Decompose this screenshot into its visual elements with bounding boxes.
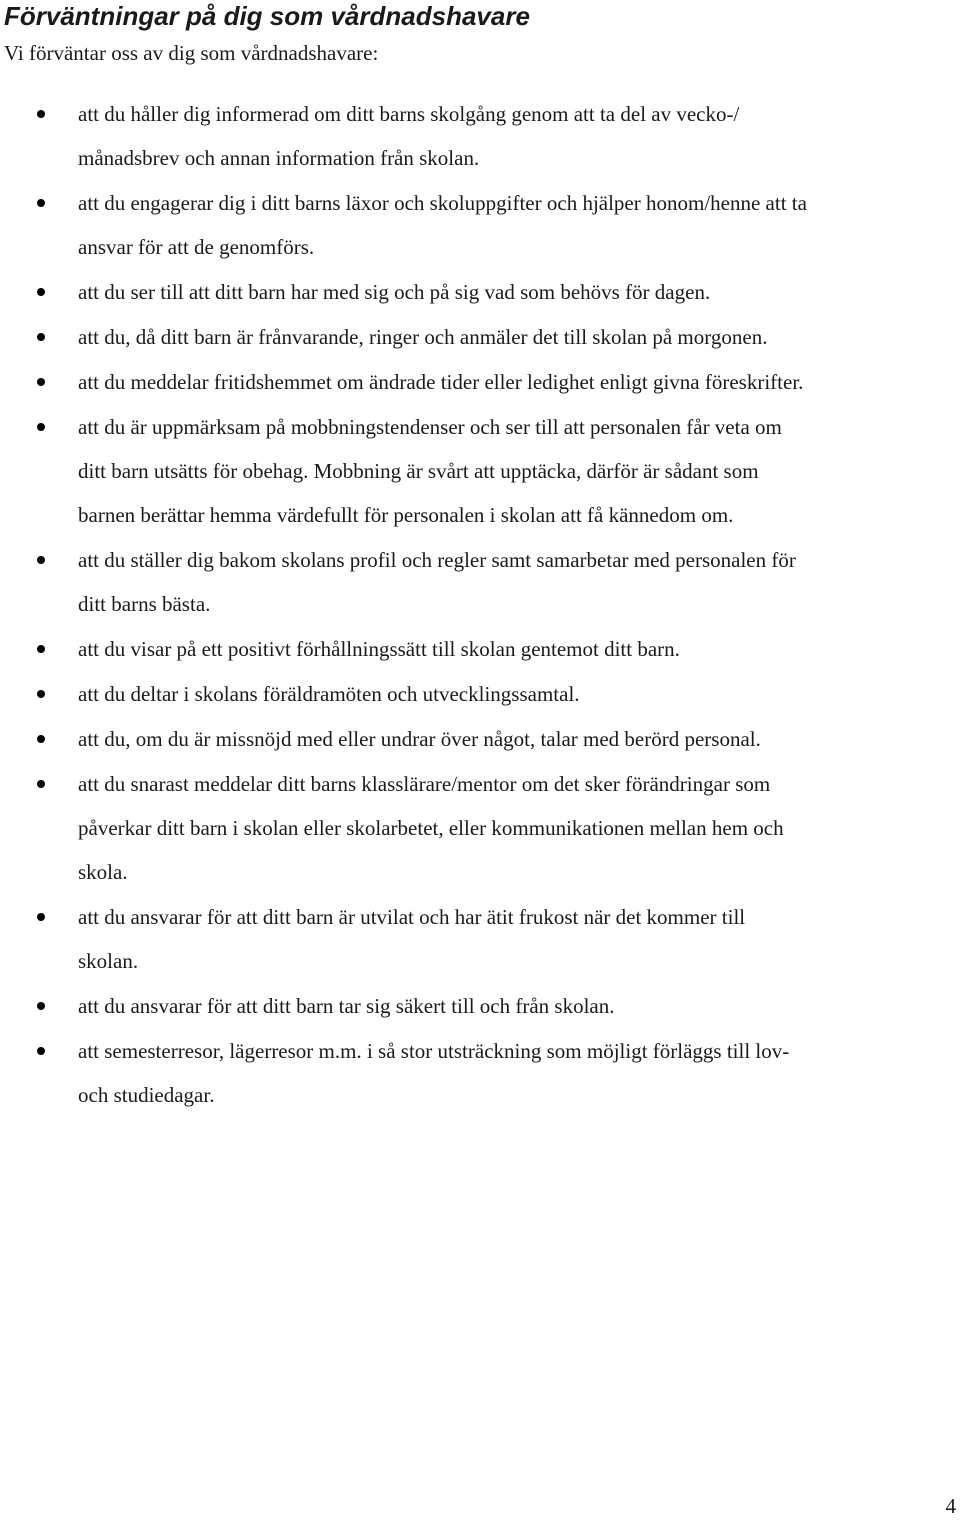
list-item-line: att du snarast meddelar ditt barns klasslärare/mentor om det sker förändringar som	[78, 772, 771, 796]
bullet-icon	[37, 690, 45, 698]
list-item	[0, 181, 960, 269]
bullet-icon	[37, 1047, 45, 1055]
list-item-line: att du engagerar dig i ditt barns läxor och skoluppgifter och hjälper honom/henne att ta	[78, 191, 807, 215]
list-item-line: att du meddelar fritidshemmet om ändrade tider eller ledighet enligt givna föreskrifter.	[78, 370, 804, 394]
list-item-line: att du ansvarar för att ditt barn tar sig säkert till och från skolan.	[78, 994, 615, 1018]
list-item	[0, 405, 960, 537]
bullet-icon	[37, 1002, 45, 1010]
bullet-icon	[37, 556, 45, 564]
list-item	[0, 627, 960, 671]
list-item-line: att du visar på ett positivt förhållningssätt till skolan gentemot ditt barn.	[78, 637, 680, 661]
bullet-icon	[37, 288, 45, 296]
intro-text: Vi förväntar oss av dig som vårdnadshavare:	[4, 41, 379, 65]
page-number: 4	[945, 1494, 956, 1518]
bullet-icon	[37, 333, 45, 341]
bullet-icon	[37, 780, 45, 788]
bullet-icon	[37, 199, 45, 207]
list-item-line: månadsbrev och annan information från skolan.	[78, 146, 480, 170]
bullet-icon	[37, 378, 45, 386]
list-item-line: att du ansvarar för att ditt barn är utvilat och har ätit frukost när det kommer till	[78, 905, 746, 929]
bullet-icon	[37, 913, 45, 921]
bullet-icon	[37, 735, 45, 743]
list-item	[0, 360, 960, 404]
list-item	[0, 270, 960, 314]
list-item-line: skola.	[78, 860, 128, 884]
list-item	[0, 762, 960, 894]
bullet-icon	[37, 110, 45, 118]
bullet-icon	[37, 645, 45, 653]
list-item	[0, 717, 960, 761]
list-item-line: att semesterresor, lägerresor m.m. i så stor utsträckning som möjligt förläggs till lov-	[78, 1039, 790, 1063]
list-item	[0, 315, 960, 359]
list-item-line: barnen berättar hemma värdefullt för personalen i skolan att få kännedom om.	[78, 503, 734, 527]
list-item-line: att du ser till att ditt barn har med sig och på sig vad som behövs för dagen.	[78, 280, 711, 304]
list-item-line: ditt barns bästa.	[78, 592, 211, 616]
expectations-list	[0, 92, 960, 1118]
list-item	[0, 1029, 960, 1117]
page-heading: Förväntningar på dig som vårdnadshavare	[4, 1, 530, 31]
list-item-line: att du, om du är missnöjd med eller undrar över något, talar med berörd personal.	[78, 727, 761, 751]
bullet-icon	[37, 423, 45, 431]
list-item	[0, 895, 960, 983]
list-item-line: att du deltar i skolans föräldramöten och utvecklingssamtal.	[78, 682, 580, 706]
list-item-line: skolan.	[78, 949, 139, 973]
list-item-line: att du håller dig informerad om ditt barns skolgång genom att ta del av vecko-/	[78, 102, 740, 126]
list-item	[0, 92, 960, 180]
list-item	[0, 672, 960, 716]
list-item-line: att du ställer dig bakom skolans profil och regler samt samarbetar med personalen för	[78, 548, 796, 572]
list-item	[0, 538, 960, 626]
list-item-line: ditt barn utsätts för obehag. Mobbning är svårt att upptäcka, därför är sådant som	[78, 459, 759, 483]
list-item	[0, 984, 960, 1028]
list-item-line: ansvar för att de genomförs.	[78, 235, 315, 259]
list-item-line: och studiedagar.	[78, 1083, 215, 1107]
list-item-line: att du är uppmärksam på mobbningstendenser och ser till att personalen får veta om	[78, 415, 782, 439]
list-item-line: påverkar ditt barn i skolan eller skolarbetet, eller kommunikationen mellan hem och	[78, 816, 784, 840]
list-item-line: att du, då ditt barn är frånvarande, ringer och anmäler det till skolan på morgonen.	[78, 325, 768, 349]
